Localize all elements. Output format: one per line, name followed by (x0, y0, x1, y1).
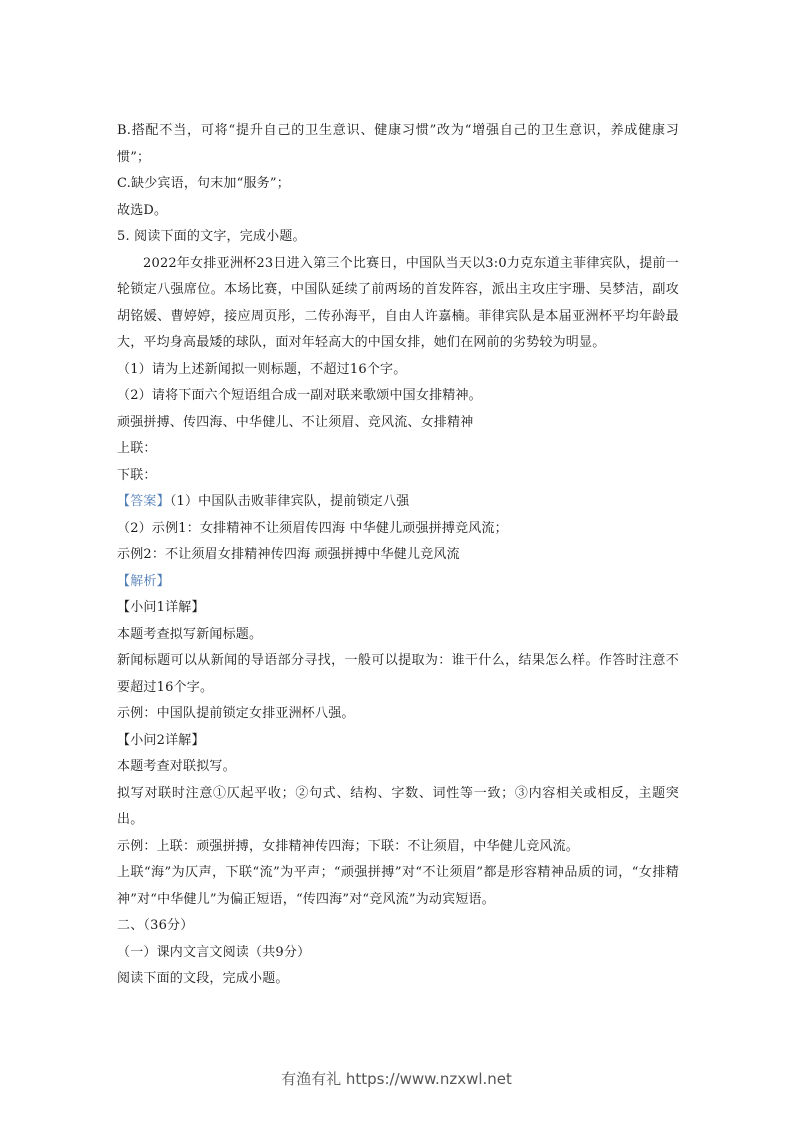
answer-line-2: （2）示例1：女排精神不让须眉传四海 中华健儿顽强拼搏竞风流； (117, 520, 508, 536)
q2-detail-line: 本题考查对联拟写。 (117, 759, 236, 774)
news-passage: 2022年女排亚洲杯23日进入第三个比赛日，中国队当天以3:0力克东道主菲律宾队，提前一轮锁定八强席位。本场比赛，中国队延续了前两场的首发阵容，派出主攻庄宇珊、吴梦洁，副攻胡铭媛、曹婷婷，接应周页彤，二传孙海平，自由人许嘉楠。菲律宾队是本届亚洲杯平均年龄最大，平均身高最矮的球队，面对年轻高大的中国女排，她们在网前的劣势较为明显。 (117, 255, 679, 350)
answer-label: 【答案】 (117, 494, 170, 509)
lower-couplet-label: 下联： (117, 467, 157, 483)
answer-line-3: 示例2：不让须眉女排精神传四海 顽强拼搏中华健儿竞风流 (117, 547, 460, 562)
footer-watermark: 有渔有礼 https://www.nzxwl.net (281, 1070, 512, 1088)
section-2-instruction: 阅读下面的文段，完成小题。 (117, 971, 289, 986)
q1-detail-heading: 【小问1详解】 (117, 600, 205, 615)
option-b-explanation: B.搭配不当，可将“提升自己的卫生意识、健康习惯”改为“增强自己的卫生意识，养成健康习惯”； (117, 123, 679, 165)
q2-example: 示例：上联：顽强拼搏，女排精神传四海；下联：不让须眉，中华健儿竞风流。 (117, 838, 580, 854)
q1-detail-line: 本题考查拟写新闻标题。 (117, 626, 263, 642)
q2-detail-paragraph-2: 上联“海”为仄声，下联“流”为平声；“顽强拼搏”对“不让须眉”都是形容精神品质的词，“女排精神”对“中华健儿”为偏正短语，“传四海”对“竞风流”为动宾短语。 (117, 865, 679, 907)
document-page (117, 118, 679, 993)
answer-text-1: （1）中国队击败菲律宾队，提前锁定八强 (169, 494, 410, 509)
upper-couplet-label: 上联： (117, 441, 157, 456)
q2-detail-heading: 【小问2详解】 (117, 732, 205, 748)
option-c-explanation: C.缺少宾语，句末加“服务”； (117, 176, 290, 191)
section-2-subheading: （一）课内文言文阅读（共9分） (117, 944, 311, 960)
q1-example: 示例：中国队提前锁定女排亚洲杯八强。 (117, 706, 355, 721)
conclusion-line: 故选D。 (117, 202, 168, 218)
phrase-list: 顽强拼搏、传四海、中华健儿、不让须眉、竞风流、女排精神 (117, 414, 474, 430)
answer-line-1 (117, 489, 679, 516)
q1-detail-paragraph: 新闻标题可以从新闻的导语部分寻找，一般可以提取为：谁干什么，结果怎么样。作答时注意不要超过16个字。 (117, 653, 679, 695)
analysis-label: 【解析】 (117, 573, 170, 589)
question-1: （1）请为上述新闻拟一则标题，不超过16个字。 (117, 361, 407, 377)
q2-detail-paragraph: 拟写对联时注意①仄起平收；②句式、结构、字数、词性等一致；③内容相关或相反，主题突出。 (117, 785, 679, 827)
question-2: （2）请将下面六个短语组合成一副对联来歌颂中国女排精神。 (117, 388, 482, 403)
question-5-title: 5. 阅读下面的文字，完成小题。 (117, 229, 306, 244)
section-2-heading: 二、（36分） (117, 918, 194, 933)
